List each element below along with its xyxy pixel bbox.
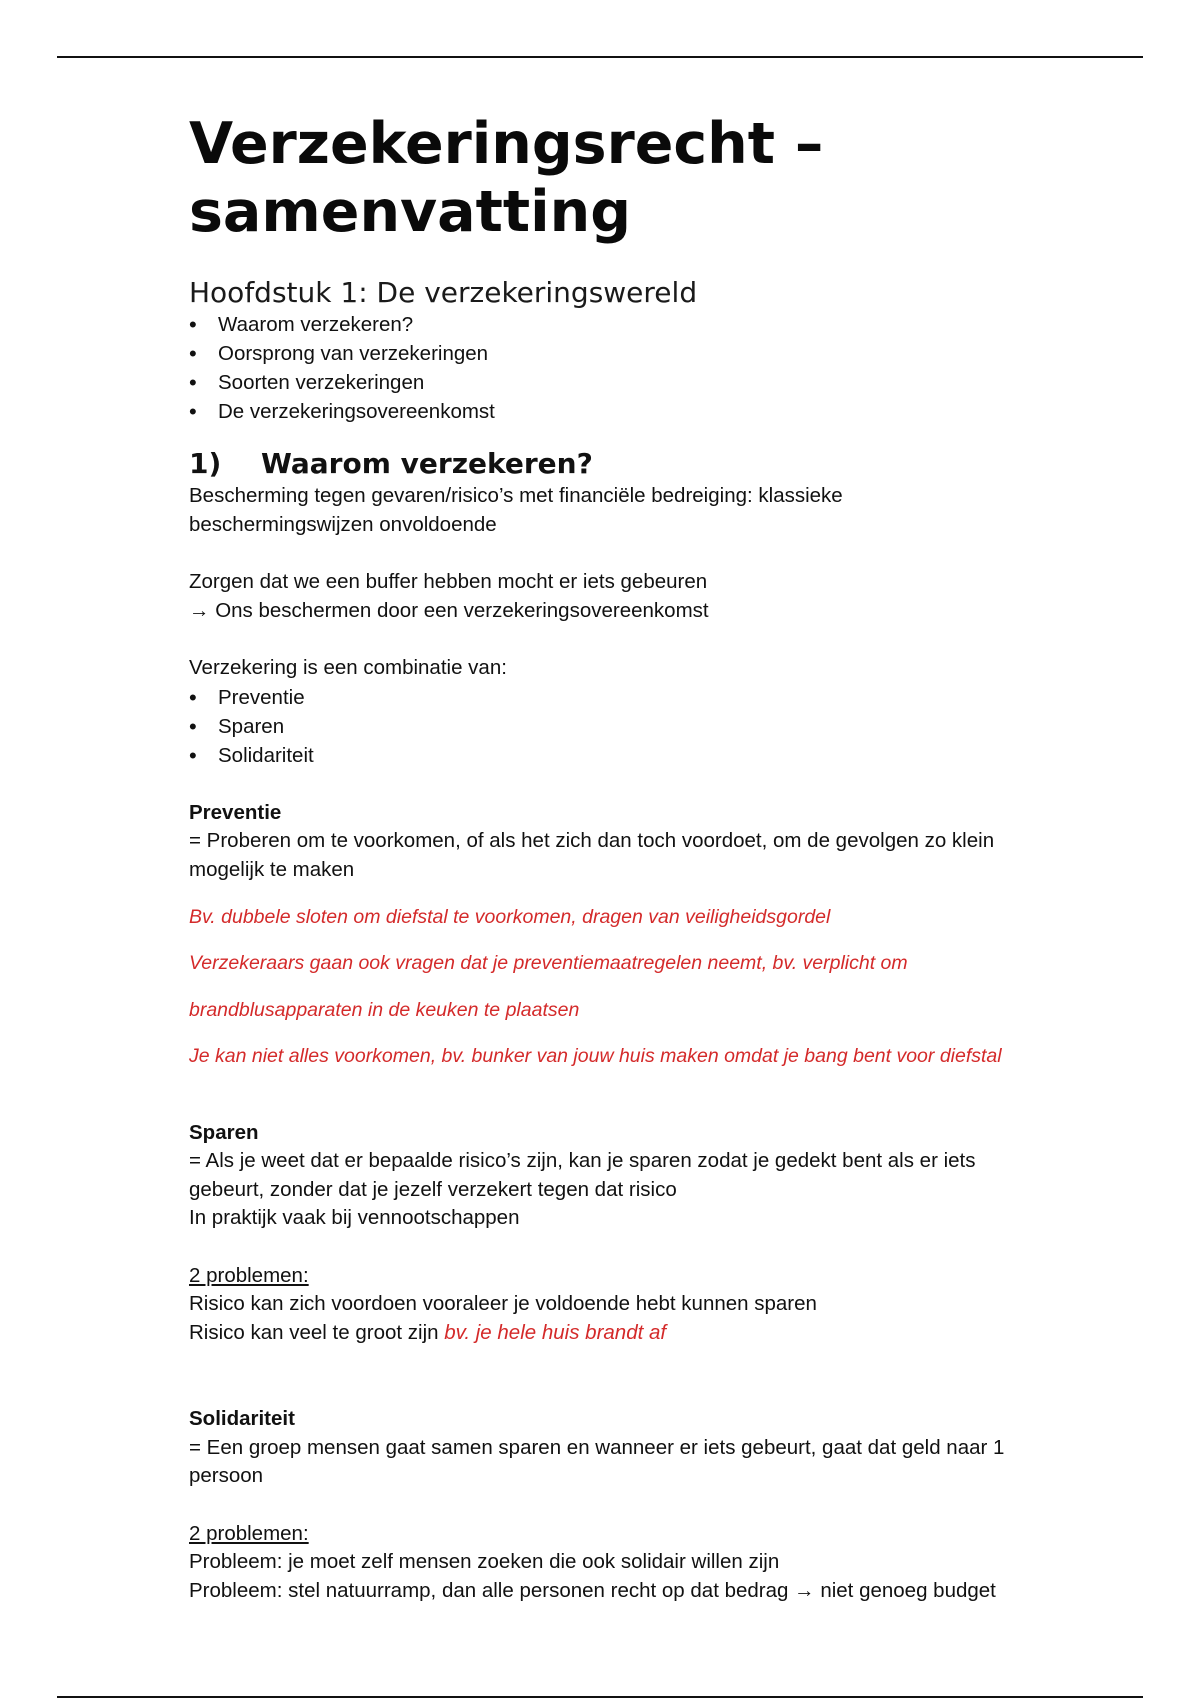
list-item: • Waarom verzekeren? [189, 312, 414, 337]
chapter-topic-list [189, 310, 1089, 426]
preventie-example: Bv. dubbele sloten om diefstal te voorkomen, dragen van veiligheidsgordel [189, 905, 831, 928]
document-title [189, 110, 1089, 246]
bullet-icon: • [189, 370, 197, 395]
section-1-heading [189, 446, 1089, 482]
preventie-definition-1: = Proberen om te voorkomen, of als het zich dan toch voordoet, om de gevolgen zo klein [189, 829, 995, 852]
preventie-example: brandblusapparaten in de keuken te plaatsen [189, 998, 580, 1021]
preventie-example: Je kan niet alles voorkomen, bv. bunker van jouw huis maken omdat je bang bent voor diefstal [189, 1045, 1002, 1067]
preventie-definition-2: mogelijk te maken [189, 857, 355, 881]
intro-line-2: beschermingswijzen onvoldoende [189, 512, 497, 536]
title-line-1: Verzekeringsrecht – [189, 111, 824, 177]
sparen-problems-label: 2 problemen: [189, 1263, 309, 1287]
intro-line-1: Bescherming tegen gevaren/risico’s met financiële bedreiging: klassieke [189, 484, 843, 507]
solidariteit-problem-1: Probleem: je moet zelf mensen zoeken die ook solidair willen zijn [189, 1550, 780, 1573]
document-body [189, 110, 1089, 1605]
sparen-heading: Sparen [189, 1120, 259, 1144]
solidariteit-definition-2: persoon [189, 1464, 264, 1487]
title-line-2: samenvatting [189, 179, 632, 245]
list-item: • Oorsprong van verzekeringen [189, 341, 489, 366]
combination-intro: Verzekering is een combinatie van: [189, 656, 507, 679]
arrow-line: → Ons beschermen door een verzekeringsovereenkomst [189, 598, 709, 622]
list-item: • Preventie [189, 684, 305, 710]
bottom-rule [57, 1696, 1143, 1698]
section-title: Waarom verzekeren? [261, 447, 593, 480]
solidariteit-problems-label: 2 problemen: [189, 1521, 309, 1545]
section-number: 1) [189, 447, 222, 480]
top-rule [57, 56, 1143, 58]
bullet-icon: • [189, 399, 197, 424]
solidariteit-heading: Solidariteit [189, 1407, 295, 1430]
sparen-problem-1: Risico kan zich voordoen vooraleer je voldoende hebt kunnen sparen [189, 1292, 817, 1315]
sparen-practice: In praktijk vaak bij vennootschappen [189, 1206, 520, 1229]
preventie-example: Verzekeraars gaan ook vragen dat je preventiemaatregelen neemt, bv. verplicht om [189, 952, 908, 974]
list-item: • Sparen [189, 713, 285, 739]
bullet-icon: • [189, 742, 197, 768]
list-item: • De verzekeringsovereenkomst [189, 399, 495, 424]
list-item: • Soorten verzekeringen [189, 370, 425, 395]
bullet-icon: • [189, 312, 197, 337]
sparen-problem-2-example: bv. je hele huis brandt af [444, 1320, 667, 1344]
sparen-problem-2: Risico kan veel te groot zijn bv. je hele huis brandt af [189, 1320, 667, 1344]
buffer-line: Zorgen dat we een buffer hebben mocht er iets gebeuren [189, 570, 708, 593]
bullet-icon: • [189, 713, 197, 739]
sparen-definition-2: gebeurt, zonder dat je jezelf verzekert tegen dat risico [189, 1177, 677, 1201]
preventie-heading: Preventie [189, 800, 282, 824]
sparen-definition-1: = Als je weet dat er bepaalde risico’s zijn, kan je sparen zodat je gedekt bent als er iets [189, 1149, 976, 1172]
solidariteit-problem-2: Probleem: stel natuurramp, dan alle personen recht op dat bedrag → niet genoeg budget [189, 1578, 996, 1602]
bullet-icon: • [189, 341, 197, 366]
combination-list [189, 683, 1089, 770]
bullet-icon: • [189, 684, 197, 710]
chapter-heading: Hoofdstuk 1: De verzekeringswereld [189, 276, 698, 309]
solidariteit-definition-1: = Een groep mensen gaat samen sparen en wanneer er iets gebeurt, gaat dat geld naar 1 [189, 1435, 1005, 1459]
list-item: • Solidariteit [189, 742, 314, 768]
